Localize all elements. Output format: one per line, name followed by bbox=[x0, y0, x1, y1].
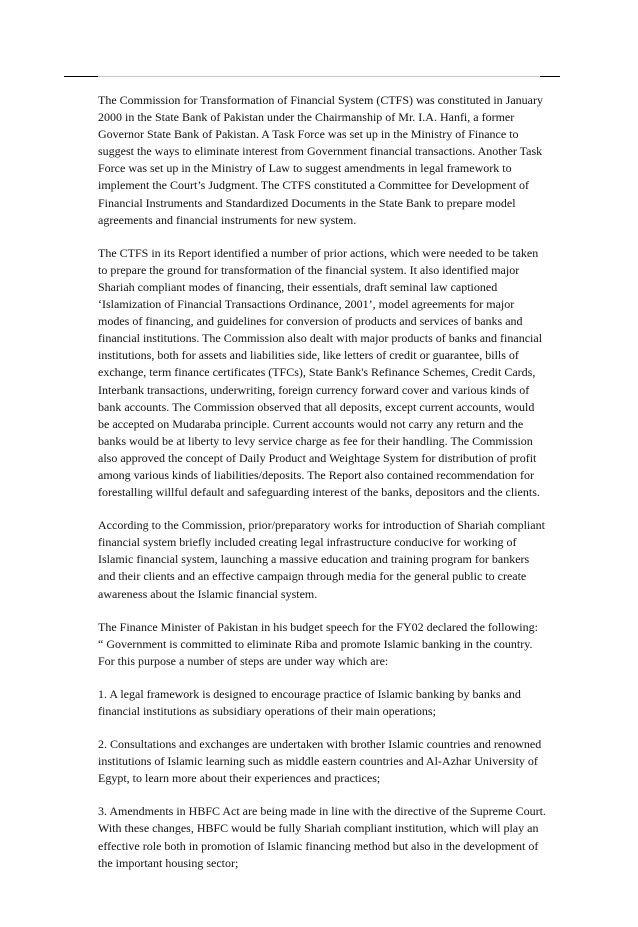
paragraph-ctfs-constitution: The Commission for Transformation of Financial System (CTFS) was constituted in January 2000 in the State Bank of Pakistan under the Chairmanship of Mr. I.A. Hanfi, a former Governor State Bank of Pakistan. A Task Force was set up in the Ministry of Finance to suggest the ways to eliminate interest from Government financial transactions. Another Task Force was set up in the Ministry of Law to suggest amendments in legal framework to implement the Court’s Judgment. The CTFS constituted a Committee for Development of Financial Instruments and Standardized Documents in the State Bank to prepare model agreements and financial instruments for new system. bbox=[98, 93, 543, 227]
header-rule-right bbox=[540, 76, 560, 77]
paragraph-ctfs-report: The CTFS in its Report identified a number of prior actions, which were needed to be taken to prepare the ground for transformation of the financial system. It also identified major Shariah compliant modes of financing, their essentials, draft seminal law captioned ‘Islamization of Financial Transactions Ordinance, 2001’, model agreements for major modes of financing, and guidelines for conversion of products and services of banks and financial institutions. The Commission also dealt with major products of banks and financial institutions, both for assets and liabilities side, like letters of credit or guarantee, bills of exchange, term finance certificates (TFCs), State Bank's Refinance Schemes, Credit Cards, Interbank transactions, underwriting, foreign currency forward cover and various kinds of bank accounts. The Commission observed that all deposits, except current accounts, would be accepted on Mudaraba principle. Current accounts would not carry any return and the banks would be at liberty to levy service charge as fee for their handling. The Commission also approved the concept of Daily Product and Weightage System for distribution of profit among various kinds of liabilities/deposits. The Report also contained recommendation for forestalling willful default and safeguarding interest of the banks, depositors and the clients. bbox=[98, 245, 543, 500]
paragraph-prior-works: According to the Commission, prior/preparatory works for introduction of Shariah compliant financial system briefly included creating legal infrastructure conducive for working of Islamic financial system, launching a massive education and training program for bankers and their clients and an effective campaign through media for the general public to create awareness about the Islamic financial system. bbox=[98, 518, 545, 601]
list-item-legal-framework: 1. A legal framework is designed to encourage practice of Islamic banking by banks and financial institutions as subsidiary operations of their main operations; bbox=[98, 686, 521, 718]
paragraph-budget-speech-intro: The Finance Minister of Pakistan in his budget speech for the FY02 declared the following: bbox=[98, 619, 538, 634]
header-rule-left bbox=[64, 76, 98, 77]
list-item-consultations: 2. Consultations and exchanges are undertaken with brother Islamic countries and renowned institutions of Islamic learning such as middle eastern countries and Al-Azhar University of Egypt, to learn more about their experiences and practices; bbox=[98, 737, 542, 786]
header-rule-center bbox=[98, 76, 540, 77]
document-body bbox=[98, 92, 548, 888]
list-item-hbfc-amendments: 3. Amendments in HBFC Act are being made in line with the directive of the Supreme Court. With these changes, HBFC would be fully Shariah compliant institution, which will play an effective role both in promotion of Islamic financing method but also in the development of the important housing sector; bbox=[98, 804, 546, 870]
paragraph-budget-quote: “ Government is committed to eliminate Riba and promote Islamic banking in the country. For this purpose a number of steps are under way which are: bbox=[98, 636, 533, 668]
